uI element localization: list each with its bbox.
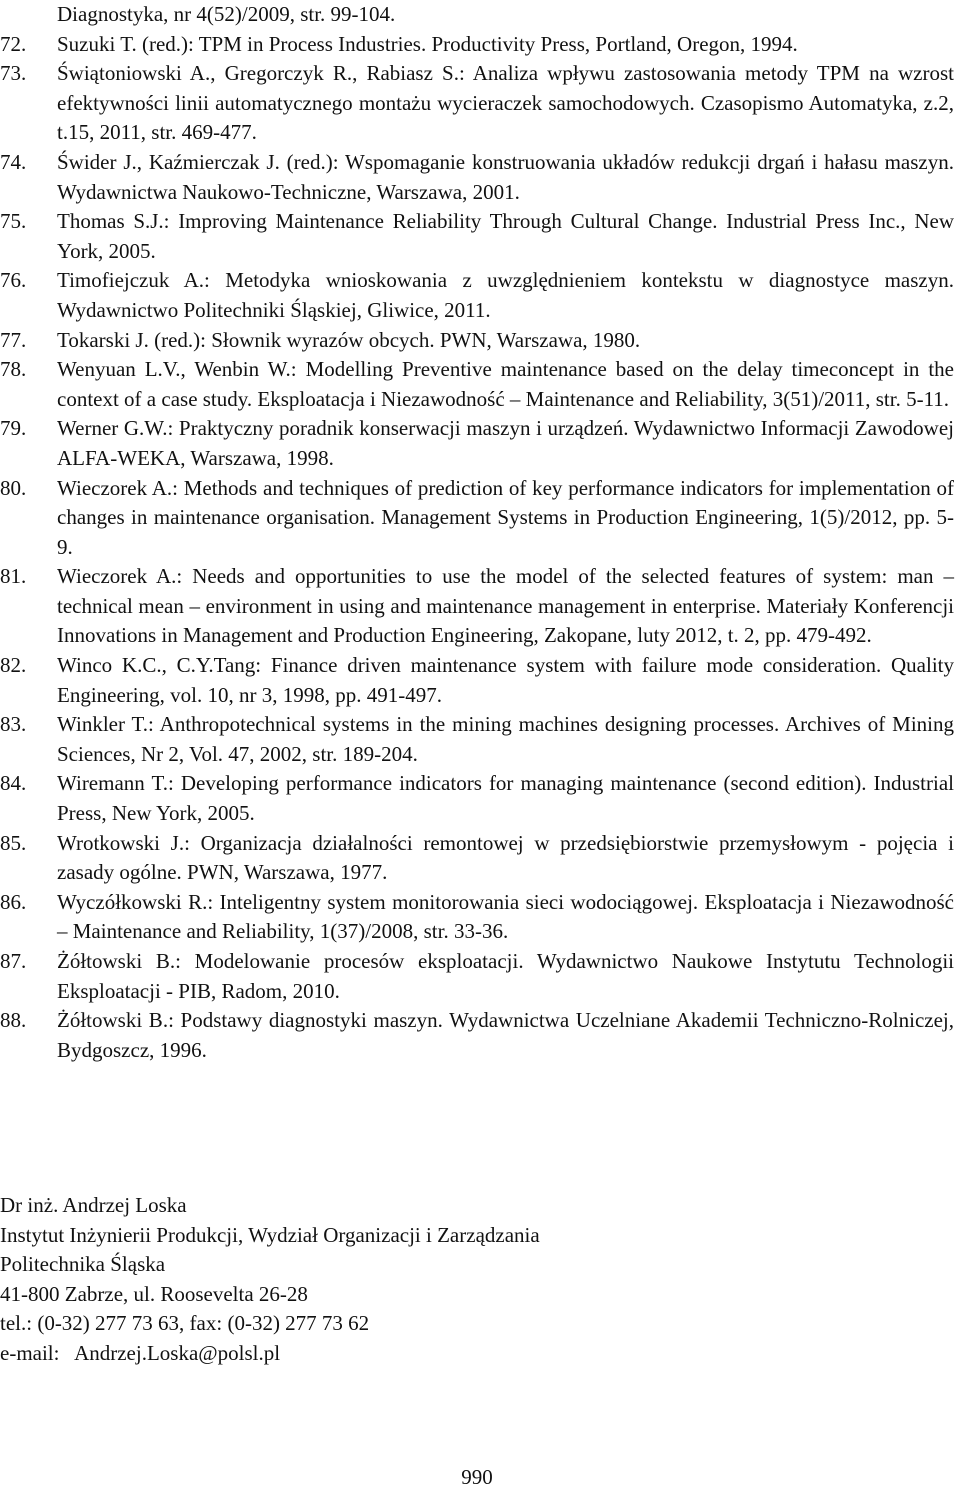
- reference-item: [0, 651, 954, 710]
- reference-text: Wrotkowski J.: Organizacja działalności remontowej w przedsiębiorstwie przemysłowym - pojęcia i zasady ogólne. PWN, Warszawa, 1977.: [57, 830, 954, 885]
- reference-item: [0, 266, 954, 325]
- reference-item: [0, 59, 954, 148]
- reference-number: 80.: [0, 475, 27, 500]
- reference-text: Winco K.C., C.Y.Tang: Finance driven maintenance system with failure mode consideration. Quality Engineering, vol. 10, nr 3, 1998, pp. 491-497.: [57, 653, 954, 707]
- reference-item: [0, 769, 954, 828]
- reference-text: Timofiejczuk A.: Metodyka wnioskowania z uwzględnieniem kontekstu w diagnostyce maszyn. Wydawnictwo Politechniki Śląskiej, Gliwice, 2011.: [57, 268, 954, 322]
- reference-text: Wieczorek A.: Methods and techniques of prediction of key performance indicators for implementation of changes in maintenance organisation. Management Systems in Production Engineering, 1(5)/2012, pp. 5-9.: [57, 475, 954, 559]
- author-university: Politechnika Śląska: [0, 1252, 166, 1277]
- reference-number: 78.: [0, 357, 27, 382]
- reference-item: [0, 207, 954, 266]
- reference-continuation: Diagnostyka, nr 4(52)/2009, str. 99-104.: [57, 2, 396, 26]
- page-number: 990: [461, 1465, 493, 1489]
- reference-number: 74.: [0, 149, 27, 174]
- reference-text: Świątoniowski A., Gregorczyk R., Rabiasz S.: Analiza wpływu zastosowania metody TPM na wzrost efektywności linii automatycznego montażu wycieraczek samochodowych. Czasopismo Automatyka, z.2, t.15, 2011, str. 469-477.: [57, 61, 954, 145]
- reference-text: Werner G.W.: Praktyczny poradnik konserwacji maszyn i urządzeń. Wydawnictwo Informacji Zawodowej ALFA-WEKA, Warszawa, 1998.: [57, 416, 954, 470]
- reference-text: Wenyuan L.V., Wenbin W.: Modelling Preventive maintenance based on the delay timeconcept in the context of a case study. Eksploatacja i Niezawodność – Maintenance and Reliability, 3(51)/2011, str. 5-11.: [57, 357, 954, 411]
- reference-number: 82.: [0, 653, 27, 678]
- author-institute: Instytut Inżynierii Produkcji, Wydział Organizacji i Zarządzania: [0, 1222, 540, 1247]
- reference-number: 75.: [0, 209, 27, 234]
- author-email: e-mail: Andrzej.Loska@polsl.pl: [0, 1340, 281, 1365]
- reference-number: 85.: [0, 830, 27, 855]
- reference-number: 83.: [0, 712, 27, 737]
- reference-item: [0, 474, 954, 563]
- reference-number: 84.: [0, 771, 27, 796]
- reference-item: [0, 829, 954, 888]
- reference-number: 77.: [0, 327, 27, 352]
- reference-number: 72.: [0, 31, 27, 56]
- reference-item: [0, 947, 954, 1006]
- reference-item: [0, 1006, 954, 1065]
- reference-text: Żółtowski B.: Modelowanie procesów eksploatacji. Wydawnictwo Naukowe Instytutu Technologii Eksploatacji - PIB, Radom, 2010.: [57, 949, 954, 1003]
- reference-item: [0, 710, 954, 769]
- reference-number: 73.: [0, 61, 27, 86]
- reference-item: [0, 562, 954, 651]
- author-info-block: [0, 1191, 900, 1369]
- reference-text: Wiremann T.: Developing performance indicators for managing maintenance (second edition). Industrial Press, New York, 2005.: [57, 771, 954, 826]
- author-name: Dr inż. Andrzej Loska: [0, 1193, 187, 1217]
- reference-text: Winkler T.: Anthropotechnical systems in the mining machines designing processes. Archives of Mining Sciences, Nr 2, Vol. 47, 2002, str. 189-204.: [57, 712, 954, 766]
- reference-item: [0, 888, 954, 947]
- reference-number: 79.: [0, 416, 27, 441]
- reference-number: 88.: [0, 1008, 27, 1033]
- author-phone: tel.: (0-32) 277 73 63, fax: (0-32) 277 73 62: [0, 1311, 370, 1336]
- reference-item: [0, 148, 954, 207]
- reference-text: Tokarski J. (red.): Słownik wyrazów obcych. PWN, Warszawa, 1980.: [57, 327, 641, 352]
- reference-text: Thomas S.J.: Improving Maintenance Reliability Through Cultural Change. Industrial Press Inc., New York, 2005.: [57, 209, 954, 263]
- reference-number: 86.: [0, 889, 27, 914]
- reference-text: Żółtowski B.: Podstawy diagnostyki maszyn. Wydawnictwa Uczelniane Akademii Techniczno-Rolniczej, Bydgoszcz, 1996.: [57, 1008, 954, 1062]
- reference-number: 76.: [0, 268, 27, 293]
- reference-text: Wyczółkowski R.: Inteligentny system monitorowania sieci wodociągowej. Eksploatacja i Niezawodność – Maintenance and Reliability, 1(37)/2008, str. 33-36.: [57, 889, 954, 944]
- reference-item: [0, 326, 954, 356]
- author-address: 41-800 Zabrze, ul. Roosevelta 26-28: [0, 1281, 308, 1306]
- reference-text: Suzuki T. (red.): TPM in Process Industries. Productivity Press, Portland, Oregon, 1994.: [57, 31, 798, 56]
- reference-number: 81.: [0, 564, 27, 589]
- reference-number: 87.: [0, 949, 27, 973]
- reference-item: [0, 414, 954, 473]
- reference-item: [0, 355, 954, 414]
- reference-text: Świder J., Kaźmierczak J. (red.): Wspomaganie konstruowania układów redukcji drgań i hałasu maszyn. Wydawnictwa Naukowo-Techniczne, Warszawa, 2001.: [57, 149, 954, 204]
- reference-text: Wieczorek A.: Needs and opportunities to use the model of the selected features of system: man – technical mean – environment in using and maintenance management in enterprise. Materiały Konferencji Innovations in Management and Production Engineering, Zakopane, luty 2012, t. 2, pp. 479-492.: [57, 564, 954, 648]
- reference-item: [0, 30, 954, 60]
